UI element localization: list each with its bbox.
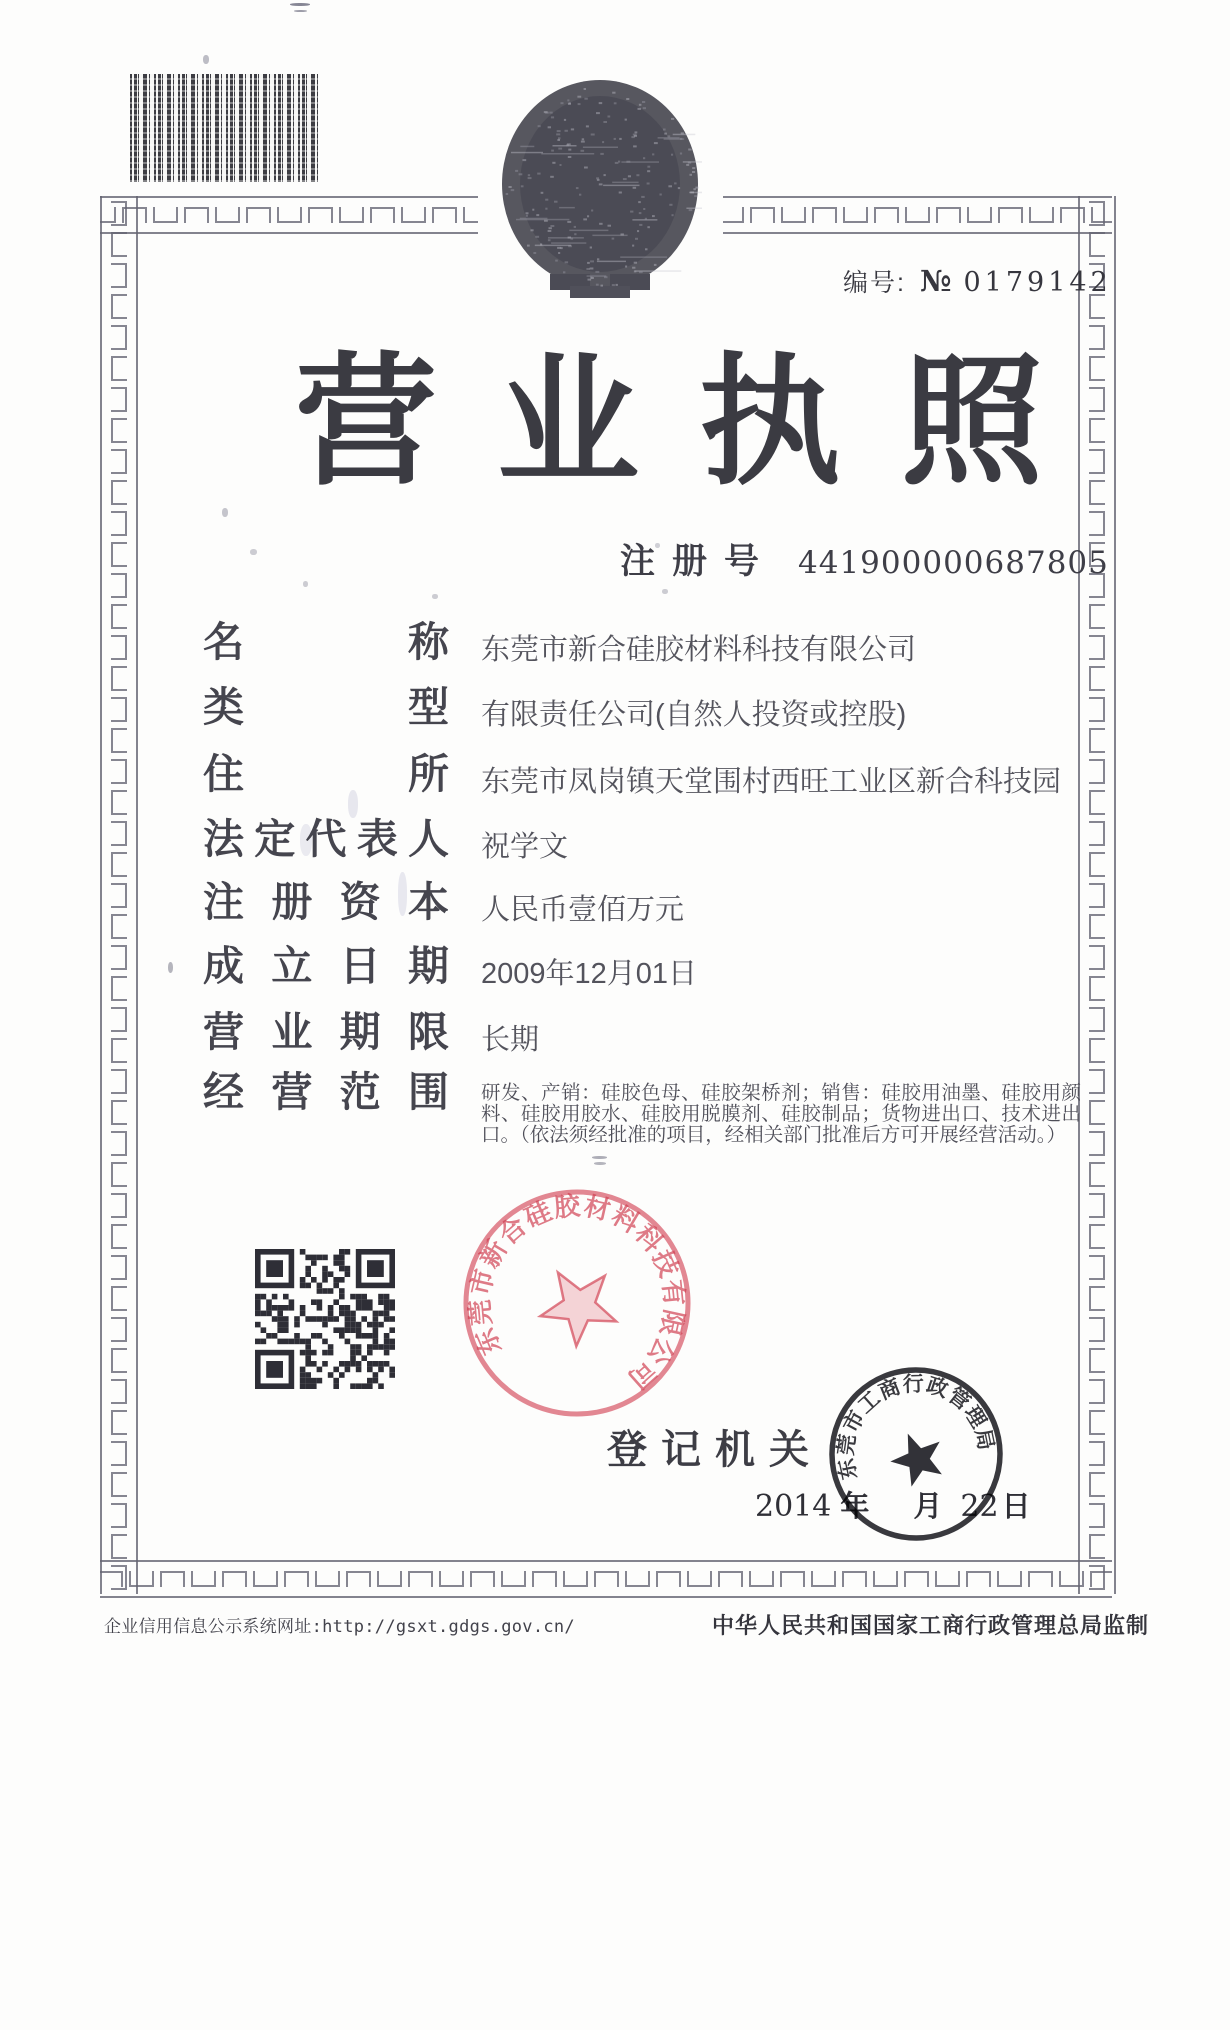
border-frame-top-right xyxy=(723,196,1112,234)
field-row-business-scope xyxy=(203,1070,1081,1146)
field-row-establish-date xyxy=(203,944,697,992)
date-year: 2014 xyxy=(755,1489,832,1524)
date-day: 22 xyxy=(960,1489,999,1524)
registration-label: 注册号 xyxy=(620,542,777,581)
scan-artifact xyxy=(222,508,228,517)
footer-issuer-text: 中华人民共和国国家工商行政管理总局监制 xyxy=(712,1613,1150,1638)
registry-seal-stamp xyxy=(826,1364,1006,1544)
field-label: 营 业 期 限 xyxy=(203,1009,449,1055)
field-label: 住 所 xyxy=(203,751,449,797)
date-year-char: 年 xyxy=(840,1491,870,1523)
field-value: 有限责任公司(自然人投资或控股) xyxy=(481,699,907,731)
serial-no-sign: № xyxy=(919,264,952,298)
field-label: 法 定 代 表 人 xyxy=(203,816,449,862)
field-row-name xyxy=(203,620,916,668)
serial-number-line xyxy=(843,263,1112,299)
field-label: 类 型 xyxy=(203,684,449,730)
field-row-address xyxy=(203,752,1061,800)
border-frame-bottom xyxy=(100,1560,1112,1598)
field-row-business-term xyxy=(203,1010,539,1058)
scan-artifact xyxy=(250,549,257,555)
field-row-registered-capital xyxy=(203,880,684,928)
svg-text:东莞市工商行政管理局 xyxy=(826,1364,1001,1509)
field-row-legal-representative xyxy=(203,817,568,865)
date-month-char: 月 xyxy=(913,1491,943,1523)
field-label: 注 册 资 本 xyxy=(203,879,449,925)
field-label: 成 立 日 期 xyxy=(203,943,449,989)
registry-authority-label: 登记机关 xyxy=(607,1428,823,1472)
serial-label: 编号: xyxy=(843,269,906,297)
scan-artifact xyxy=(168,962,173,973)
field-row-type xyxy=(203,685,906,733)
serial-number: 0179142 xyxy=(963,267,1112,298)
company-seal-text: 东莞市新合硅胶材料科技有限公司 xyxy=(464,1190,690,1396)
scan-artifact xyxy=(432,594,438,599)
company-seal-stamp xyxy=(457,1183,697,1423)
date-day-char: 日 xyxy=(1001,1491,1031,1523)
field-value: 人民币壹佰万元 xyxy=(481,894,685,926)
scan-artifact xyxy=(594,1162,606,1165)
five-pointed-star-icon xyxy=(526,1252,629,1354)
border-frame-left xyxy=(100,196,138,1594)
field-value: 东莞市新合硅胶材料科技有限公司 xyxy=(481,634,917,666)
document-title: 营业执照 xyxy=(295,343,1103,502)
scan-artifact xyxy=(294,10,307,12)
registration-value: 441900000687805 xyxy=(798,545,1109,581)
field-value: 研发、产销：硅胶色母、硅胶架桥剂；销售：硅胶用油墨、硅胶用颜料、硅胶用胶水、硅胶用脱膜剂、硅胶制品；货物进出口、技术进出口。（依法须经批准的项目，经相关部门批准后方可开展经营活动。） xyxy=(481,1082,1081,1146)
field-label: 名 称 xyxy=(203,619,449,665)
scan-artifact xyxy=(592,1156,607,1159)
border-frame-top-left xyxy=(100,196,478,234)
scan-artifact xyxy=(662,589,668,594)
field-value: 祝学文 xyxy=(481,831,569,863)
qr-code-icon xyxy=(255,1249,395,1389)
barcode-icon xyxy=(130,74,318,182)
scan-artifact xyxy=(303,581,308,587)
field-value: 东莞市凤岗镇天堂围村西旺工业区新合科技园 xyxy=(481,766,1062,798)
scan-artifact xyxy=(203,55,209,64)
national-emblem-icon xyxy=(498,76,702,306)
field-label: 经 营 范 围 xyxy=(203,1069,449,1115)
registration-number-line xyxy=(620,534,1109,584)
field-value: 长期 xyxy=(481,1024,540,1056)
footer-public-info-url: 企业信用信息公示系统网址:http://gsxt.gdgs.gov.cn/ xyxy=(104,1617,575,1637)
scan-artifact xyxy=(290,3,310,6)
registry-seal-text: 东莞市工商行政管理局 xyxy=(834,1372,998,1482)
five-pointed-star-icon xyxy=(883,1424,951,1491)
field-value: 2009年12月01日 xyxy=(481,958,698,990)
